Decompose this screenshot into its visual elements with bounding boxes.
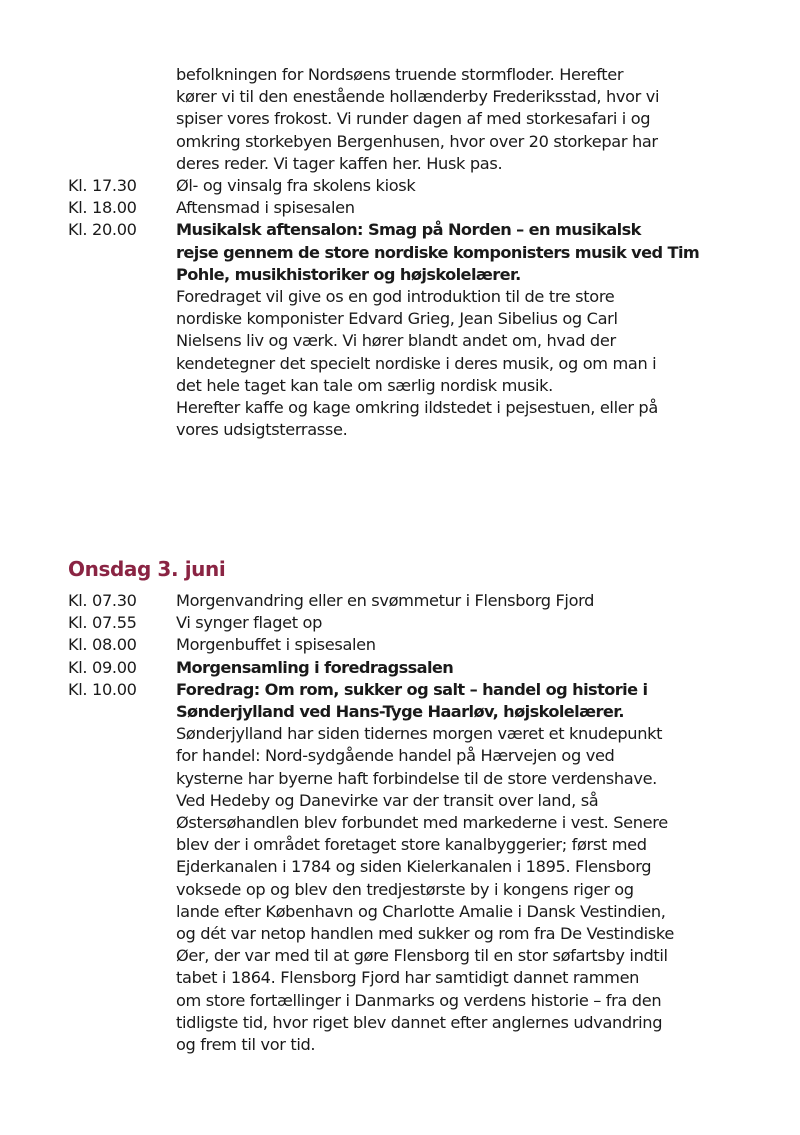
schedule-title: Morgensamling i foredragssalen — [176, 657, 454, 677]
schedule-time: Kl. 08.00 — [68, 635, 137, 655]
description-line: Østersøhandlen blev forbundet med markederne i vest. Senere — [176, 813, 668, 833]
schedule-title: Øl- og vinsalg fra skolens kiosk — [176, 176, 416, 196]
schedule-title: Morgenbuffet i spisesalen — [176, 635, 376, 655]
description-line: voksede op og blev den tredjestørste by i kongens riger og — [176, 879, 634, 899]
schedule-item — [68, 612, 768, 634]
description-line: lande efter København og Charlotte Amalie i Dansk Vestindien, — [176, 901, 666, 921]
wednesday-schedule — [68, 590, 768, 1056]
continuation-line: deres reder. Vi tager kaffen her. Husk pas. — [176, 153, 503, 173]
schedule-title: Morgenvandring eller en svømmetur i Flensborg Fjord — [176, 591, 595, 610]
description-line: blev der i området foretaget store kanalbyggerier; først med — [176, 835, 647, 855]
continuation-line: spiser vores frokost. Vi runder dagen af med storkesafari i og — [176, 109, 651, 129]
description-line: kendetegner det specielt nordiske i deres musik, og om man i — [176, 353, 657, 373]
schedule-title: Vi synger flaget op — [176, 613, 323, 633]
schedule-title-line: Musikalsk aftensalon: Smag på Norden – en musikalsk — [176, 220, 641, 240]
description-line: Sønderjylland har siden tidernes morgen været et knudepunkt — [176, 724, 663, 744]
description-line: Foredraget vil give os en god introduktion til de tre store — [176, 287, 615, 307]
continuation-line: kører vi til den enestående hollænderby Frederiksstad, hvor vi — [176, 87, 660, 107]
description-line: Ved Hedeby og Danevirke var der transit over land, så — [176, 790, 599, 810]
schedule-title-line: Foredrag: Om rom, sukker og salt – handel og historie i — [176, 679, 648, 699]
description-line: Nielsens liv og værk. Vi hører blandt andet om, hvad der — [176, 331, 616, 351]
schedule-item — [68, 679, 768, 1056]
schedule-title-line: rejse gennem de store nordiske komponisters musik ved Tim — [176, 242, 700, 262]
schedule-time: Kl. 17.30 — [68, 176, 137, 196]
schedule-time: Kl. 10.00 — [68, 679, 137, 699]
schedule-time: Kl. 18.00 — [68, 198, 137, 218]
description-line: Ejderkanalen i 1784 og siden Kielerkanalen i 1895. Flensborg — [176, 857, 652, 877]
schedule-item — [68, 590, 768, 612]
tuesday-continued — [68, 64, 768, 441]
description-line: vores udsigtsterrasse. — [176, 420, 348, 440]
schedule-item — [68, 197, 768, 219]
description-line: nordiske komponister Edvard Grieg, Jean Sibelius og Carl — [176, 309, 618, 329]
description-line: Herefter kaffe og kage omkring ildstedet i pejsestuen, eller på — [176, 398, 658, 418]
continuation-line: befolkningen for Nordsøens truende stormfloder. Herefter — [176, 65, 624, 84]
description-line: tabet i 1864. Flensborg Fjord har samtidigt dannet rammen — [176, 968, 640, 988]
schedule-item — [68, 657, 768, 679]
continuation-line: omkring storkebyen Bergenhusen, hvor over 20 storkepar har — [176, 131, 658, 151]
description-line: og dét var netop handlen med sukker og rom fra De Vestindiske — [176, 924, 674, 944]
schedule-item — [68, 175, 768, 197]
day-heading: Onsdag 3. juni — [68, 557, 226, 581]
description-line: om store fortællinger i Danmarks og verdens historie – fra den — [176, 990, 662, 1010]
schedule-time: Kl. 07.30 — [68, 591, 137, 610]
description-line: og frem til vor tid. — [176, 1035, 316, 1055]
description-line: Øer, der var med til at gøre Flensborg til en stor søfartsby indtil — [176, 946, 668, 966]
schedule-title-line: Pohle, musikhistoriker og højskolelærer. — [176, 264, 521, 284]
continuation-paragraph — [68, 64, 768, 175]
schedule-item — [68, 634, 768, 656]
schedule-title-line: Sønderjylland ved Hans-Tyge Haarløv, højskolelærer. — [176, 702, 624, 722]
description-line: det hele taget kan tale om særlig nordisk musik. — [176, 375, 553, 395]
description-line: tidligste tid, hvor riget blev dannet efter anglernes udvandring — [176, 1012, 663, 1032]
schedule-title: Aftensmad i spisesalen — [176, 198, 355, 218]
schedule-time: Kl. 09.00 — [68, 657, 137, 677]
description-line: kysterne har byerne haft forbindelse til de store verdenshave. — [176, 768, 657, 788]
schedule-time: Kl. 07.55 — [68, 613, 137, 633]
description-line: for handel: Nord-sydgående handel på Hærvejen og ved — [176, 746, 615, 766]
schedule-item — [68, 219, 768, 441]
schedule-time: Kl. 20.00 — [68, 220, 137, 240]
